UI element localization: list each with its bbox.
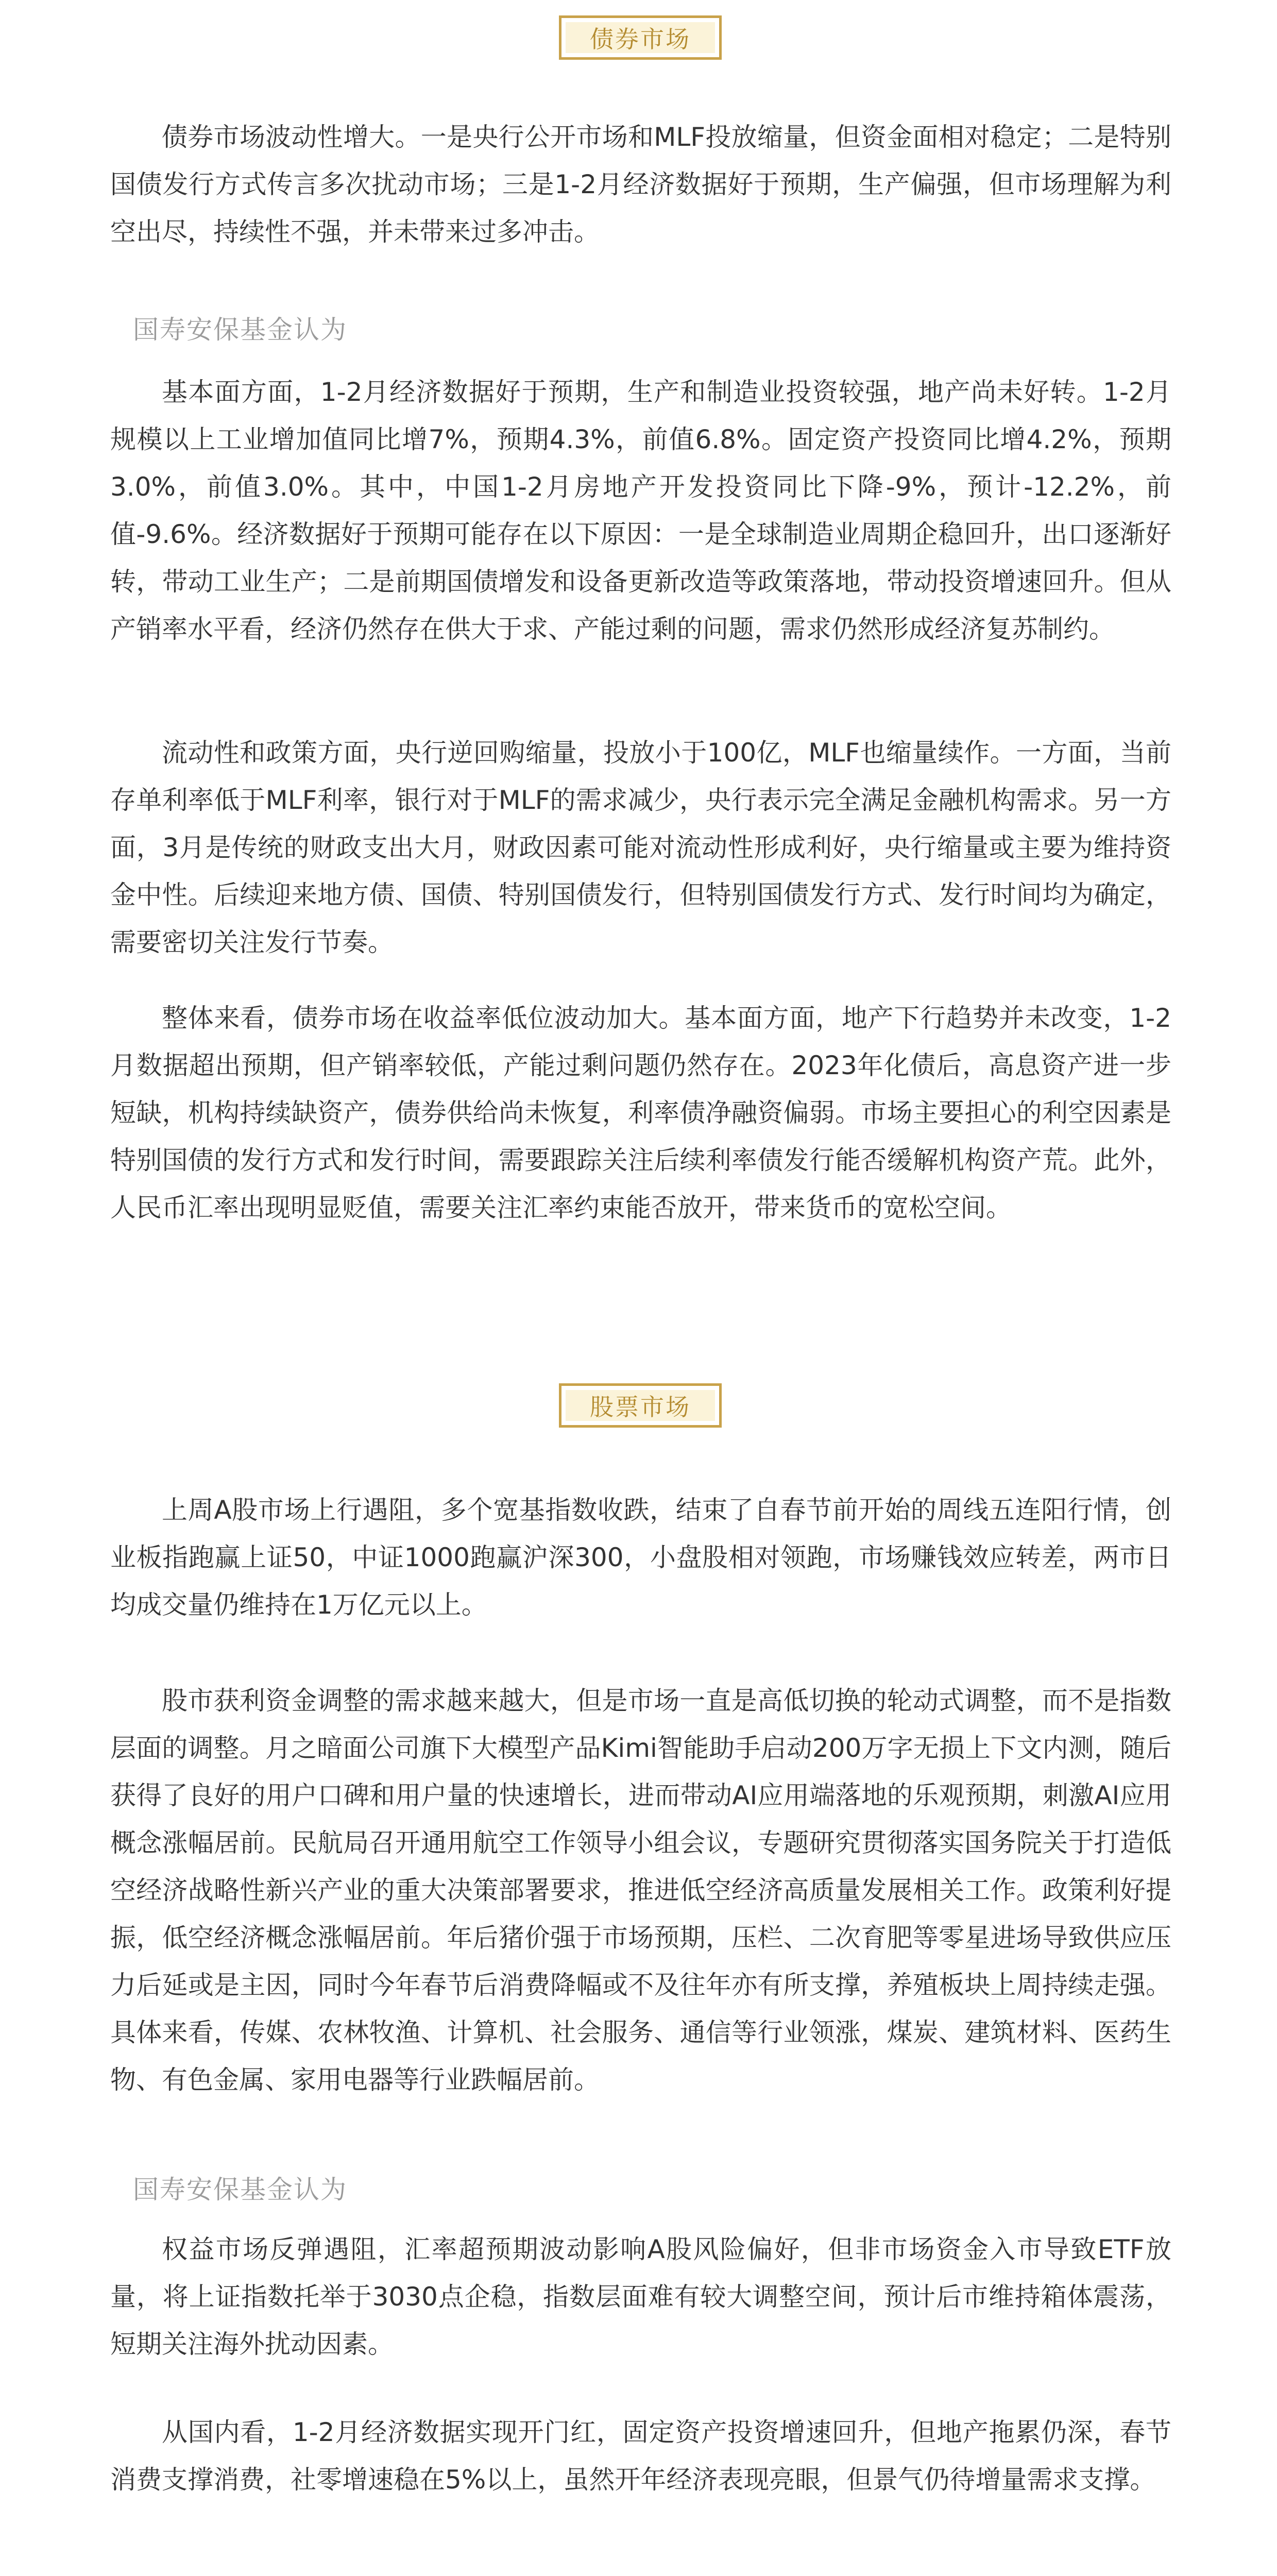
stock-section-title: 股票市场 <box>590 1393 691 1421</box>
stock-rotation-paragraph: 股市获利资金调整的需求越来越大，但是市场一直是高低切换的轮动式调整，而不是指数层面的调整。月之暗面公司旗下大模型产品Kimi智能助手启动200万字无损上下文内测，随后获得了良好的用户口碑和用户量的快速增长，进而带动AI应用端落地的乐观预期，刺激AI应用概念涨幅居前。民航局召开通用航空工作领导小组会议，专题研究贯彻落实国务院关于打造低空经济战略性新兴产业的重大决策部署要求，推进低空经济高质量发展相关工作。政策利好提振，低空经济概念涨幅居前。年后猪价强于市场预期，压栏、二次育肥等零星进场导致供应压力后延或是主因，同时今年春节后消费降幅或不及往年亦有所支撑，养殖板块上周持续走强。具体来看，传媒、农林牧渔、计算机、社会服务、通信等行业领涨，煤炭、建筑材料、医药生物、有色金属、家用电器等行业跌幅居前。 <box>110 1686 1171 2095</box>
bond-intro-paragraph: 债券市场波动性增大。一是央行公开市场和MLF投放缩量，但资金面相对稳定；二是特别国债发行方式传言多次扰动市场；三是1-2月经济数据好于预期，生产偏强，但市场理解为利空出尽，持续性不强，并未带来过多冲击。 <box>110 122 1171 247</box>
bond-section-title-badge <box>559 15 722 60</box>
bond-section-title: 债券市场 <box>590 25 691 53</box>
bond-liquidity-paragraph: 流动性和政策方面，央行逆回购缩量，投放小于100亿，MLF也缩量续作。一方面，当前存单利率低于MLF利率，银行对于MLF的需求减少，央行表示完全满足金融机构需求。另一方面，3月是传统的财政支出大月，财政因素可能对流动性形成利好，央行缩量或主要为维持资金中性。后续迎来地方债、国债、特别国债发行，但特别国债发行方式、发行时间均为确定，需要密切关注发行节奏。 <box>110 738 1171 957</box>
bond-fundamentals-paragraph: 基本面方面，1-2月经济数据好于预期，生产和制造业投资较强，地产尚未好转。1-2月规模以上工业增加值同比增7%，预期4.3%，前值6.8%。固定资产投资同比增4.2%，预期3.0%，前值3.0%。其中，中国1-2月房地产开发投资同比下降-9%，预计-12.2%，前值-9.6%。经济数据好于预期可能存在以下原因：一是全球制造业周期企稳回升，出口逐渐好转，带动工业生产；二是前期国债增发和设备更新改造等政策落地，带动投资增速回升。但从产销率水平看，经济仍然存在供大于求、产能过剩的问题，需求仍然形成经济复苏制约。 <box>110 377 1171 644</box>
stock-view-label: 国寿安保基金认为 <box>133 2175 347 2205</box>
bond-view-label: 国寿安保基金认为 <box>133 315 347 345</box>
stock-equity-outlook-paragraph: 权益市场反弹遇阻，汇率超预期波动影响A股风险偏好，但非市场资金入市导致ETF放量，将上证指数托举于3030点企稳，指数层面难有较大调整空间，预计后市维持箱体震荡，短期关注海外扰动因素。 <box>110 2234 1171 2359</box>
stock-domestic-paragraph: 从国内看，1-2月经济数据实现开门红，固定资产投资增速回升，但地产拖累仍深，春节消费支撑消费，社零增速稳在5%以上，虽然开年经济表现亮眼，但景气仍待增量需求支撑。 <box>110 2417 1171 2495</box>
stock-section-title-badge <box>559 1383 722 1428</box>
stock-weekly-review-paragraph: 上周A股市场上行遇阻，多个宽基指数收跌，结束了自春节前开始的周线五连阳行情，创业板指跑赢上证50，中证1000跑赢沪深300，小盘股相对领跑，市场赚钱效应转差，两市日均成交量仍维持在1万亿元以上。 <box>110 1495 1171 1620</box>
bond-overall-paragraph: 整体来看，债券市场在收益率低位波动加大。基本面方面，地产下行趋势并未改变，1-2月数据超出预期，但产销率较低，产能过剩问题仍然存在。2023年化债后，高息资产进一步短缺，机构持续缺资产，债券供给尚未恢复，利率债净融资偏弱。市场主要担心的利空因素是特别国债的发行方式和发行时间，需要跟踪关注后续利率债发行能否缓解机构资产荒。此外，人民币汇率出现明显贬值，需要关注汇率约束能否放开，带来货币的宽松空间。 <box>110 1003 1171 1223</box>
